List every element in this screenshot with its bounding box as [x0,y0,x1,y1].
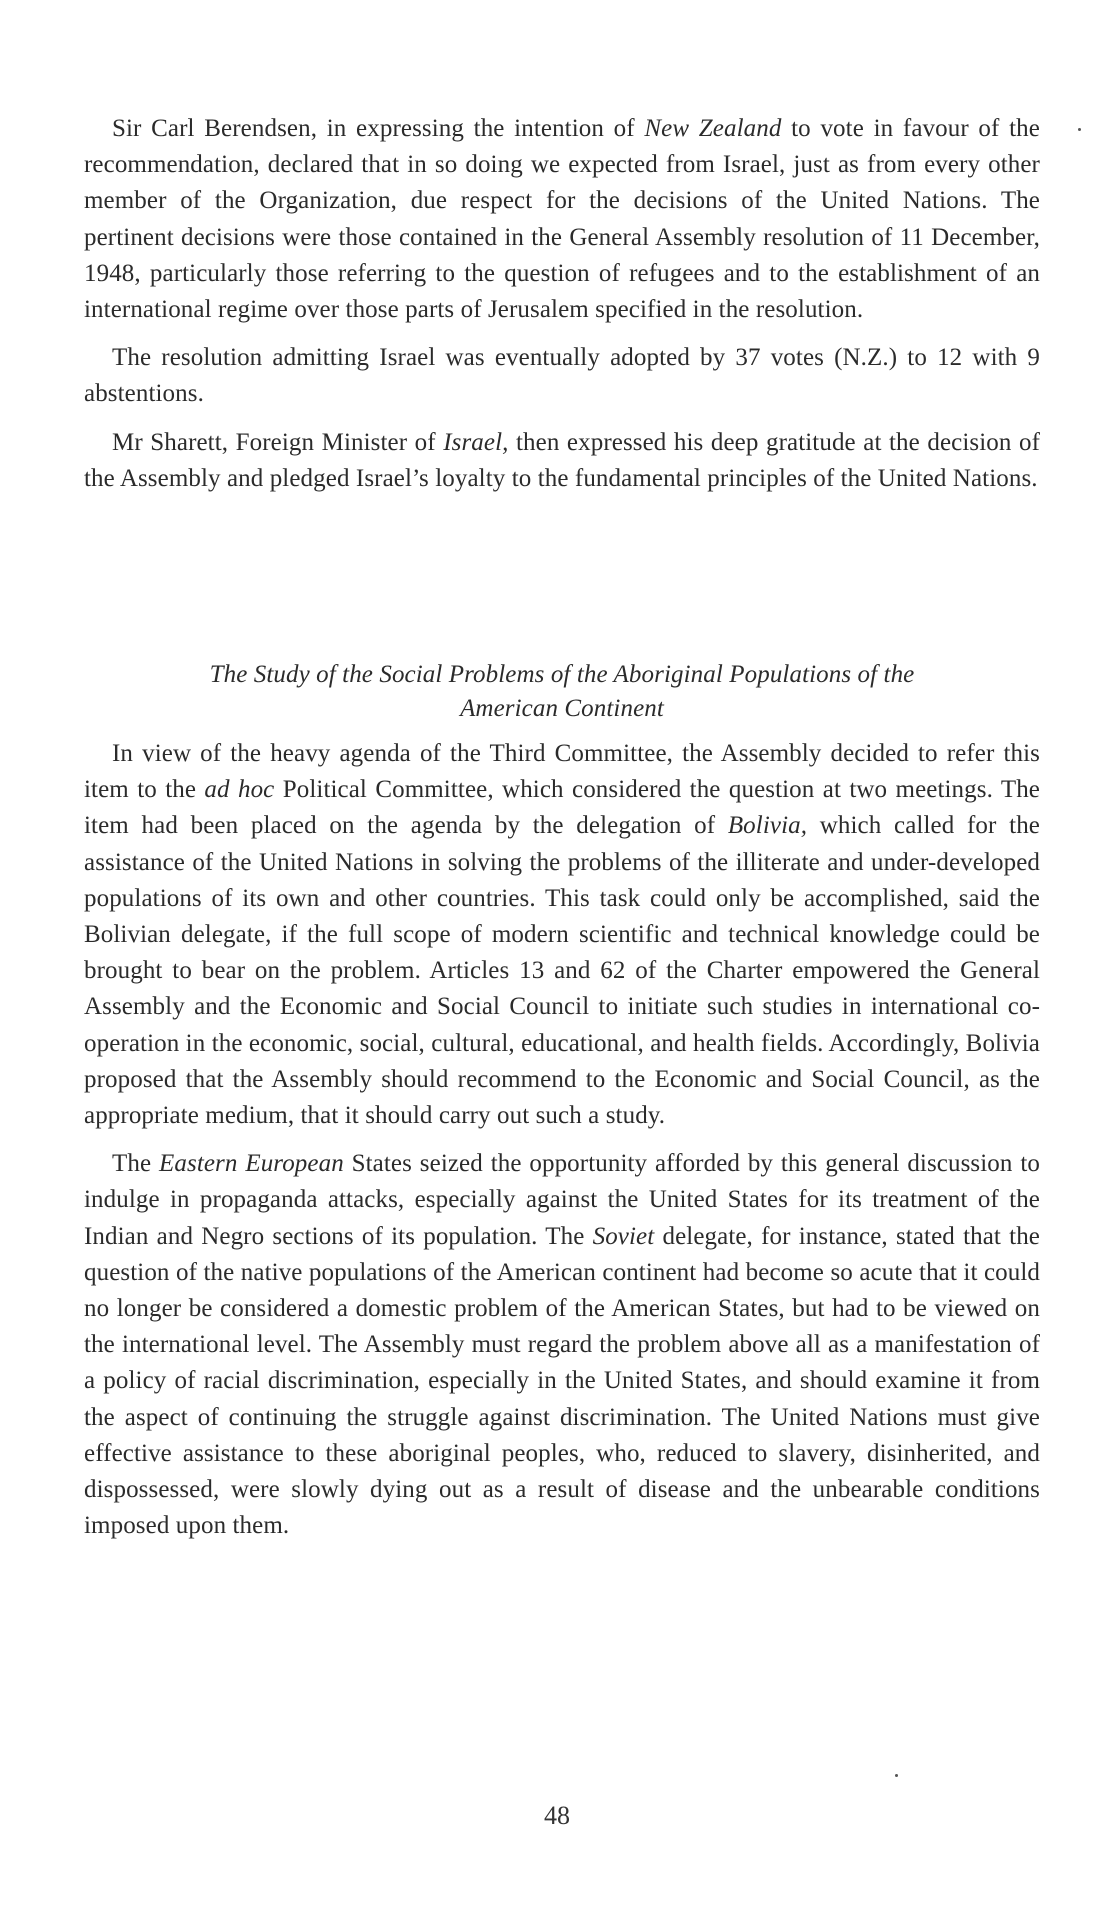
text-run: delegate, for instance, stated that the question of the native populations of the American continent had become so acute that it could no longer be considered a domestic problem of the American States, but had to be viewed on the international level. The Assembly must regard the problem above all as a manifestation of a policy of racial discrimination, especially in the United States, and should examine it from the aspect of continuing the struggle against discrimination. The United Nations must give effective assistance to these aboriginal peoples, who, reduced to slavery, disinherited, and dispossessed, were slowly dying out as a result of disease and the unbearable conditions imposed upon them. [84,1222,1040,1540]
section-heading-line-2: American Continent [460,695,664,722]
text-run: to vote in favour of the recommendation, declared that in so doing we expected from Israel, just as from every other member of the Organization, due respect for the decisions of the United Nations. The pertinent decisions were those contained in the General Assembly resolution of 11 December, 1948, particularly those referring to the question of refugees and to the establishment of an international regime over those parts of Jerusalem specified in the resolution. [84,115,1040,324]
opening-paragraphs [84,111,1040,497]
text-run: then expressed his deep gratitude at the decision of the Assembly and pledged Israel’s loyalty to the fundamental principles of the United Nations. [84,428,1041,492]
page-number: 48 [544,1801,570,1830]
speck-mark [895,1774,898,1777]
italic-text-run: Eastern European [159,1150,344,1178]
text-run: which called for the assistance of the United Nations in solving the problems of the illiterate and under-developed populations of its own and other countries. This task could only be accomplished, said the Bolivian delegate, if the full scope of modern scientific and technical knowledge could be brought to bear on the problem. Articles 13 and 62 of the Charter empowered the General Assembly and the Economic and Social Council to initiate such studies in international co-operation in the economic, social, cultural, educational, and health fields. Accordingly, Bolivia proposed that the Assembly should recommend to the Economic and Social Council, as the appropriate medium, that it should carry out such a study. [84,812,1040,1130]
section-paragraphs [84,736,1040,1544]
text-run: In view of the heavy agenda of the Third Committee, the Assembly decided to refer this item to the [84,740,1040,804]
text-run: Mr Sharett, Foreign Minister of [112,428,444,456]
text-run: States seized the opportunity afforded by this general discussion to indulge in propaganda attacks, especially against the United States for its treatment of the Indian and Negro sections of its population. The [84,1150,1040,1250]
body-paragraph [84,340,1040,412]
text-run: Sir Carl Berendsen, in expressing the intention of [112,115,645,142]
section-heading-line-1: The Study of the Social Problems of the Aboriginal Populations of the [209,661,915,688]
italic-text-run: Israel, [443,428,509,456]
italic-text-run: Soviet [592,1222,655,1250]
section-body-paragraph [84,1146,1040,1544]
body-paragraph [84,425,1040,497]
italic-text-run: ad hoc [204,776,275,804]
section-heading-block [84,658,1040,726]
speck-mark [1078,128,1081,131]
text-run: The [112,1150,160,1178]
italic-text-run: New Zealand [644,115,782,142]
italic-text-run: Bolivia, [727,812,808,840]
section-body-paragraph [84,736,1040,1134]
body-paragraph [84,111,1040,328]
text-run: The resolution admitting Israel was eventually adopted by 37 votes (N.Z.) to 12 with 9 abstentions. [84,344,1040,408]
section-heading [84,658,1040,726]
text-run: Political Committee, which considered the question at two meetings. The item had been placed on the agenda by the delegation of [84,776,1041,840]
